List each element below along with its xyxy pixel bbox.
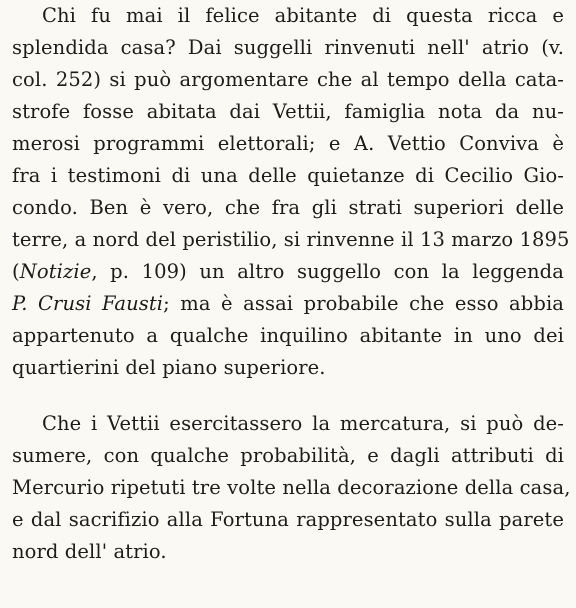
notizie-open-paren: ( bbox=[12, 260, 20, 283]
paragraph-1-line-8: terre, a nord del peristilio, si rinvenne il 13 marzo 1895 bbox=[12, 228, 570, 251]
paragraph-1-line-6: fra i testimoni di una delle quietanze di Cecilio Gio- bbox=[12, 164, 564, 187]
paragraph-2-line-5: nord dell' atrio. bbox=[12, 540, 167, 563]
line-9-rest: , p. 109) un altro suggello con la leggenda bbox=[91, 260, 564, 283]
crusi-fausti-italic: P. Crusi Fausti bbox=[12, 292, 164, 315]
paragraph-1-line-4: strofe fosse abitata dai Vettii, famiglia nota da nu- bbox=[12, 100, 564, 123]
paragraph-2-line-1: Che i Vettii esercitassero la mercatura, si può de- bbox=[42, 412, 564, 435]
paragraph-2-line-2: sumere, con qualche probabilità, e dagli attributi di bbox=[12, 444, 564, 467]
paragraph-1-line-1: Chi fu mai il felice abitante di questa ricca e bbox=[42, 4, 564, 27]
paragraph-1-line-3: col. 252) si può argomentare che al tempo della cata- bbox=[12, 68, 564, 91]
paragraph-1-line-11: appartenuto a qualche inquilino abitante in uno dei bbox=[12, 324, 564, 347]
notizie-italic: Notizie bbox=[19, 260, 92, 283]
paragraph-2-line-3: Mercurio ripetuti tre volte nella decorazione della casa, bbox=[12, 476, 571, 499]
paragraph-1-line-5: merosi programmi elettorali; e A. Vettio Conviva è bbox=[12, 132, 564, 155]
paragraph-1-line-7: condo. Ben è vero, che fra gli strati superiori delle bbox=[12, 196, 564, 219]
paragraph-1-line-10 bbox=[12, 289, 564, 319]
paragraph-1-line-9 bbox=[12, 257, 564, 287]
paragraph-1-line-12: quartierini del piano superiore. bbox=[12, 356, 326, 379]
paragraph-2-line-4: e dal sacrifizio alla Fortuna rappresentato sulla parete bbox=[12, 508, 564, 531]
paragraph-1-line-2: splendida casa? Dai suggelli rinvenuti nell' atrio (v. bbox=[12, 36, 564, 59]
line-10-rest: ; ma è assai probabile che esso abbia bbox=[163, 292, 565, 315]
